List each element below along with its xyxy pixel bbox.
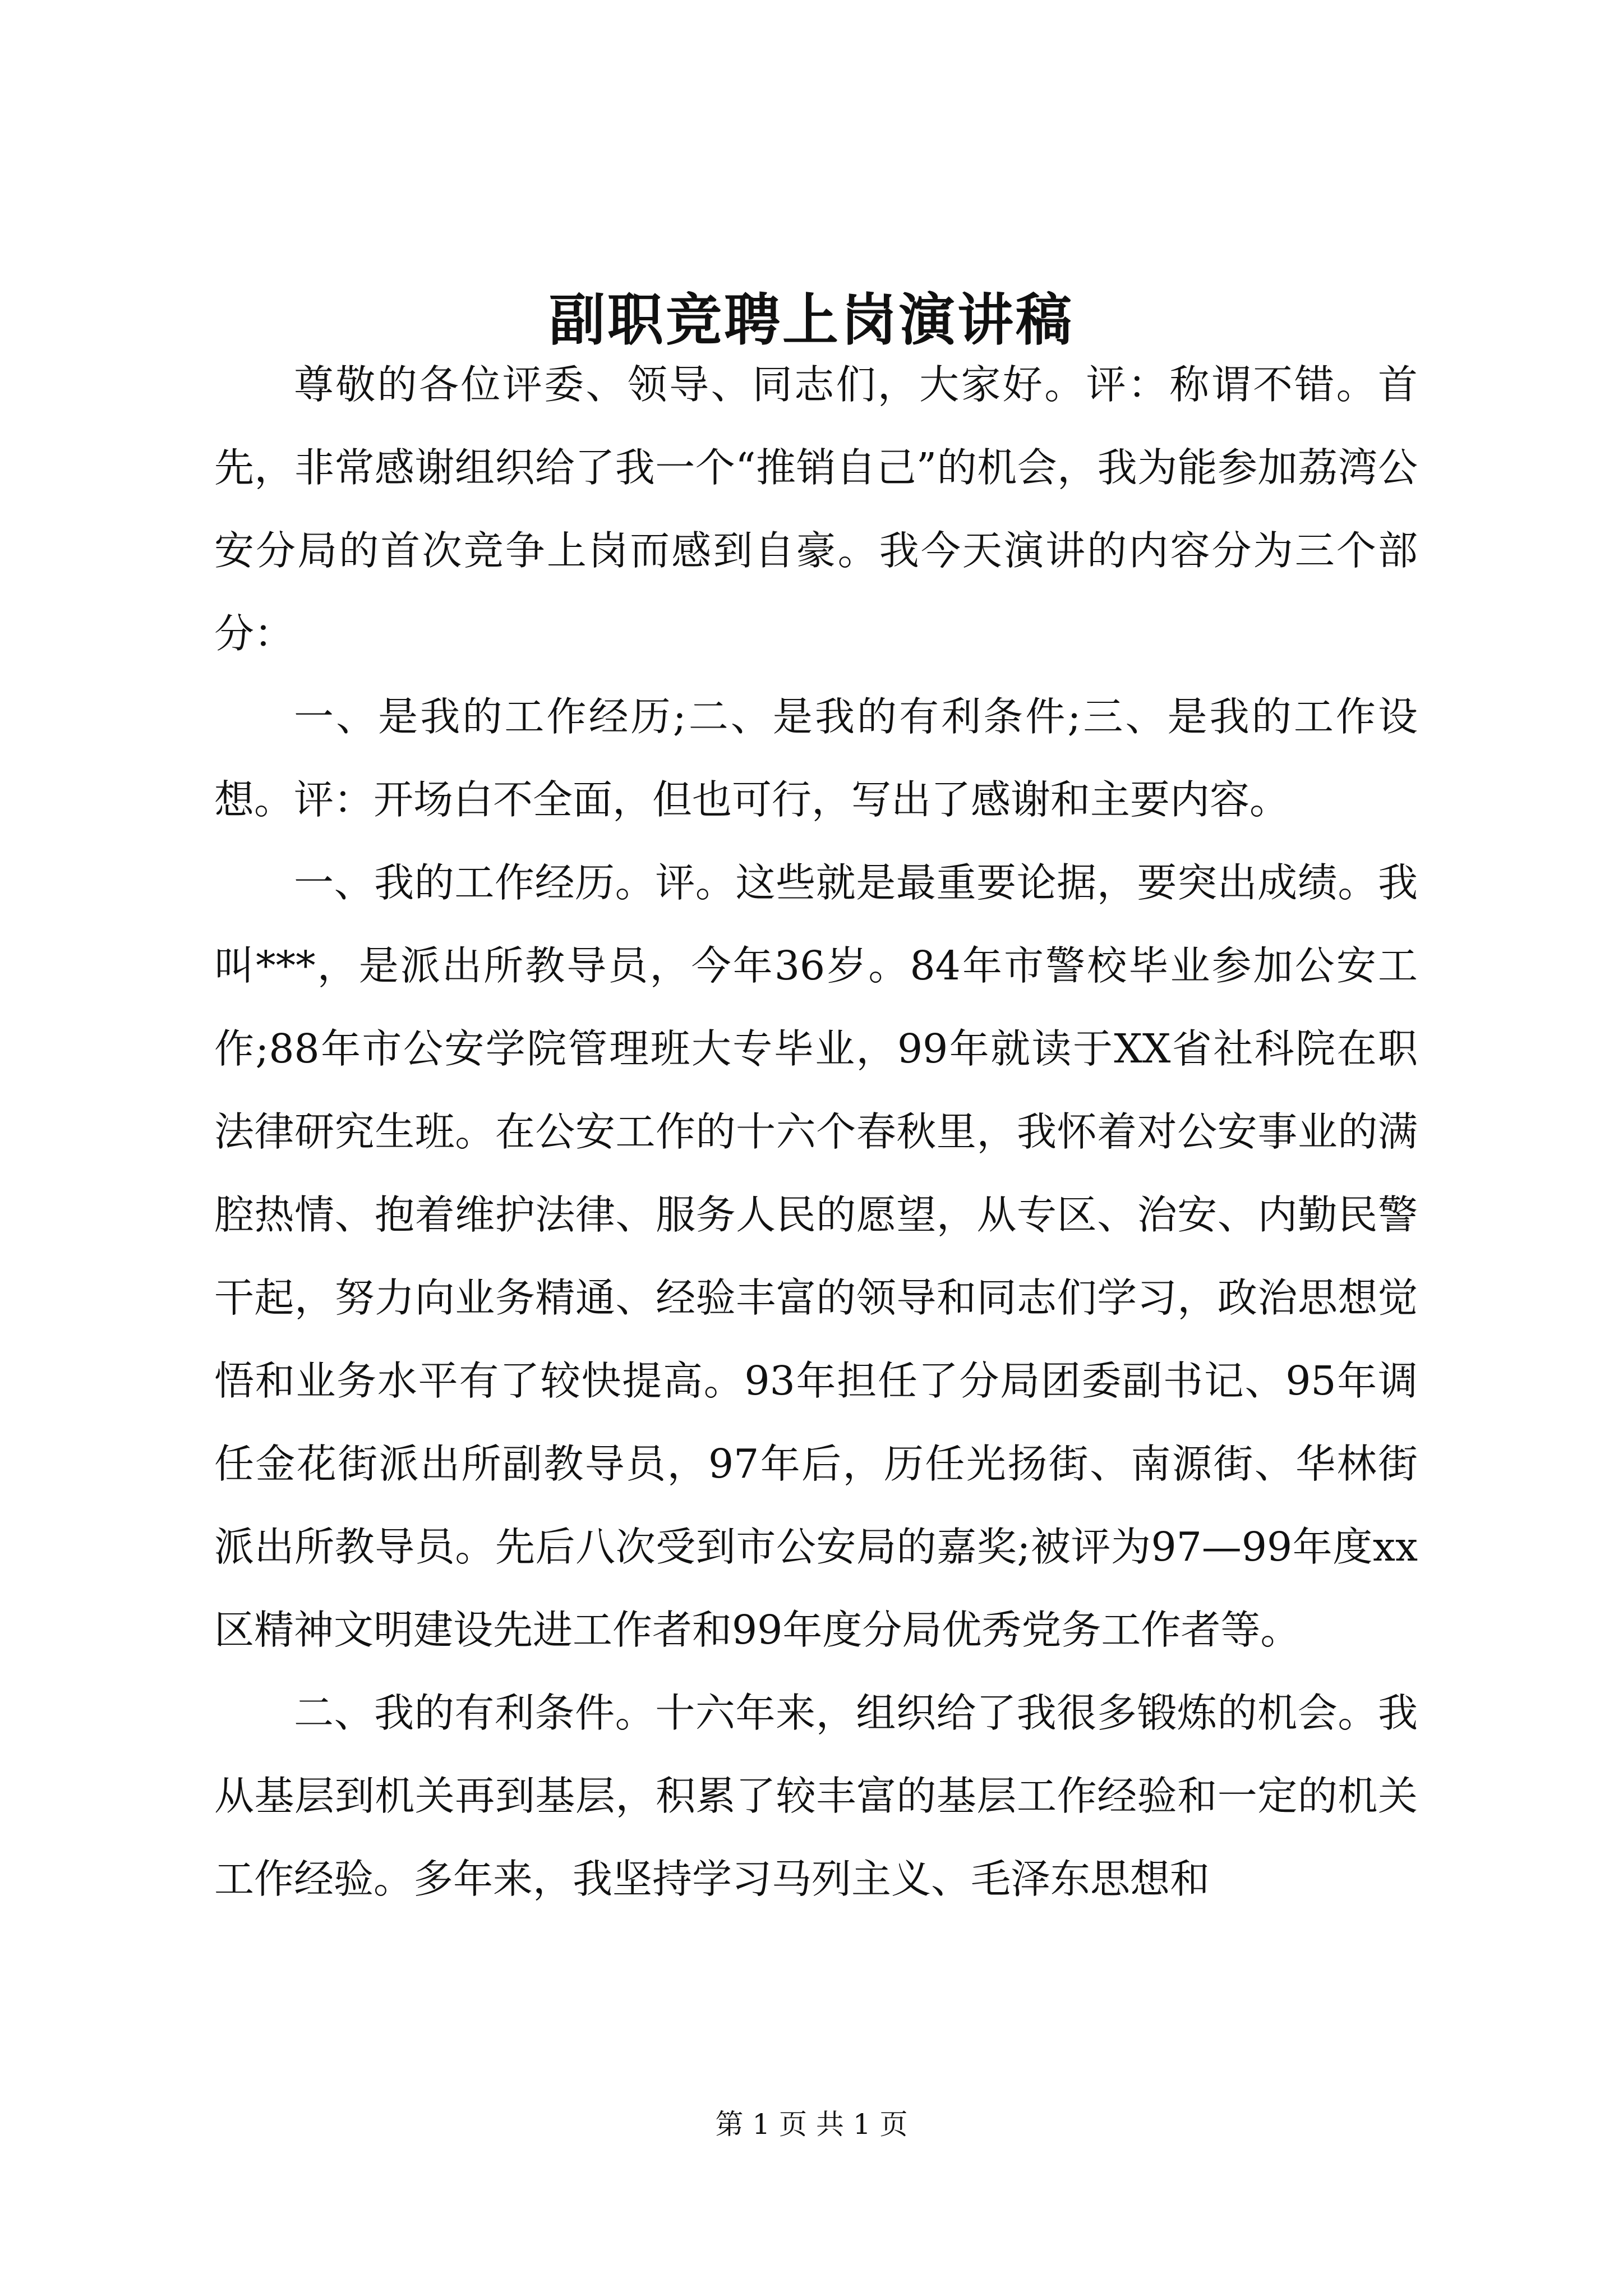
paragraph-greeting: 尊敬的各位评委、领导、同志们，大家好。评：称谓不错。首先，非常感谢组织给了我一个“推销自己”的机会，我为能参加荔湾公安分局的首次竞争上岗而感到自豪。我今天演讲的内容分为三个部分： [214,361,1418,657]
document-title: 副职竞聘上岗演讲稿 [549,287,1074,353]
document-body [214,343,1418,1921]
paragraph-outline: 一、是我的工作经历;二、是我的有利条件;三、是我的工作设想。评：开场白不全面，但也可行，写出了感谢和主要内容。 [214,693,1418,823]
page-number-footer: 第 1 页 共 1 页 [715,2108,908,2141]
paragraph-advantages: 二、我的有利条件。十六年来，组织给了我很多锻炼的机会。我从基层到机关再到基层，积累了较丰富的基层工作经验和一定的机关工作经验。多年来，我坚持学习马列主义、毛泽东思想和 [214,1690,1418,1902]
paragraph-work-history: 一、我的工作经历。评。这些就是最重要论据，要突出成绩。我叫***，是派出所教导员，今年36岁。84年市警校毕业参加公安工作;88年市公安学院管理班大专毕业，99年就读于XX省社科院在职法律研究生班。在公安工作的十六个春秋里，我怀着对公安事业的满腔热情、抱着维护法律、服务人民的愿望，从专区、治安、内勤民警干起，努力向业务精通、经验丰富的领导和同志们学习，政治思想觉悟和业务水平有了较快提高。93年担任了分局团委副书记、95年调任金花街派出所副教导员，97年后，历任光扬街、南源街、华林街派出所教导员。先后八次受到市公安局的嘉奖;被评为97—99年度xx区精神文明建设先进工作者和99年度分局优秀党务工作者等。 [214,859,1418,1653]
